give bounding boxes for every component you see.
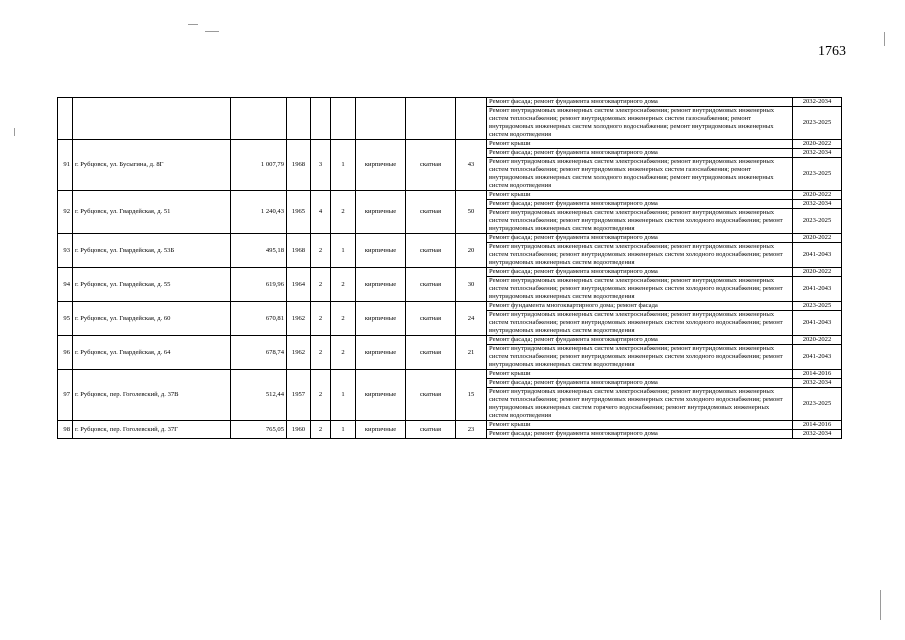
work-type-cell: Ремонт внутридомовых инженерных систем электроснабжения; ремонт внутридомовых инженерных систем теплоснабжения; ремонт внутридомовых инженерных систем холодного водоснабжения; ремонт внутридомовых инженерных систем водоотведения	[487, 345, 793, 370]
period-cell: 2032-2034	[793, 379, 842, 388]
year-built-cell: 1962	[287, 336, 311, 370]
scan-speck	[884, 32, 885, 46]
table-row	[58, 140, 842, 149]
work-type-cell: Ремонт фасада; ремонт фундамента многоквартирного дома	[487, 336, 793, 345]
area-cell	[231, 98, 287, 140]
year-built-cell: 1960	[287, 421, 311, 439]
period-cell: 2020-2022	[793, 234, 842, 243]
floors-cell: 2	[311, 268, 331, 302]
work-type-cell: Ремонт крыши	[487, 421, 793, 430]
period-cell: 2014-2016	[793, 421, 842, 430]
work-type-cell: Ремонт внутридомовых инженерных систем электроснабжения; ремонт внутридомовых инженерных систем теплоснабжения; ремонт внутридомовых инженерных систем газоснабжения; ремонт внутридомовых инженерных систем холодного водоснабжения; ремонт внутридомовых инженерных систем водоотведения	[487, 158, 793, 191]
area-cell: 512,44	[231, 370, 287, 421]
flats-count-cell: 50	[456, 191, 487, 234]
scan-speck	[188, 24, 198, 25]
row-number-cell: 97	[58, 370, 73, 421]
period-cell: 2023-2025	[793, 302, 842, 311]
entrances-cell: 1	[331, 370, 356, 421]
row-number-cell: 91	[58, 140, 73, 191]
wall-material-cell: кирпичные	[356, 302, 406, 336]
work-type-cell: Ремонт фасада; ремонт фундамента многоквартирного дома	[487, 98, 793, 107]
period-cell: 2020-2022	[793, 268, 842, 277]
row-number-cell: 96	[58, 336, 73, 370]
entrances-cell: 2	[331, 268, 356, 302]
year-built-cell: 1964	[287, 268, 311, 302]
address-cell: г. Рубцовск, ул. Гвардейская, д. 53Б	[73, 234, 231, 268]
address-cell: г. Рубцовск, ул. Бусыгина, д. 8Г	[73, 140, 231, 191]
area-cell: 765,05	[231, 421, 287, 439]
period-cell: 2032-2034	[793, 430, 842, 439]
entrances-cell: 2	[331, 336, 356, 370]
work-type-cell: Ремонт внутридомовых инженерных систем электроснабжения; ремонт внутридомовых инженерных систем теплоснабжения; ремонт внутридомовых инженерных систем холодного водоснабжения; ремонт внутридомовых инженерных систем водоотведения	[487, 277, 793, 302]
roof-type-cell: скатная	[406, 370, 456, 421]
table-row	[58, 336, 842, 345]
wall-material-cell: кирпичные	[356, 370, 406, 421]
wall-material-cell: кирпичные	[356, 421, 406, 439]
roof-type-cell: скатная	[406, 336, 456, 370]
wall-material-cell	[356, 98, 406, 140]
year-built-cell: 1968	[287, 140, 311, 191]
table-row	[58, 421, 842, 430]
work-type-cell: Ремонт фасада; ремонт фундамента многоквартирного дома	[487, 234, 793, 243]
period-cell: 2041-2043	[793, 277, 842, 302]
period-cell: 2014-2016	[793, 370, 842, 379]
work-type-cell: Ремонт внутридомовых инженерных систем электроснабжения; ремонт внутридомовых инженерных систем теплоснабжения; ремонт внутридомовых инженерных систем холодного водоснабжения; ремонт внутридомовых инженерных систем водоотведения	[487, 209, 793, 234]
period-cell: 2041-2043	[793, 311, 842, 336]
floors-cell: 2	[311, 336, 331, 370]
floors-cell: 2	[311, 234, 331, 268]
period-cell: 2041-2043	[793, 345, 842, 370]
wall-material-cell: кирпичные	[356, 268, 406, 302]
period-cell: 2032-2034	[793, 98, 842, 107]
period-cell: 2023-2025	[793, 209, 842, 234]
address-cell: г. Рубцовск, ул. Гвардейская, д. 55	[73, 268, 231, 302]
roof-type-cell: скатная	[406, 268, 456, 302]
period-cell: 2020-2022	[793, 191, 842, 200]
work-type-cell: Ремонт крыши	[487, 140, 793, 149]
flats-count-cell: 23	[456, 421, 487, 439]
entrances-cell	[331, 98, 356, 140]
row-number-cell	[58, 98, 73, 140]
work-type-cell: Ремонт фасада; ремонт фундамента многоквартирного дома	[487, 379, 793, 388]
wall-material-cell: кирпичные	[356, 191, 406, 234]
work-type-cell: Ремонт фасада; ремонт фундамента многоквартирного дома	[487, 200, 793, 209]
table-row	[58, 234, 842, 243]
work-type-cell: Ремонт фасада; ремонт фундамента многоквартирного дома	[487, 268, 793, 277]
wall-material-cell: кирпичные	[356, 234, 406, 268]
work-type-cell: Ремонт внутридомовых инженерных систем электроснабжения; ремонт внутридомовых инженерных систем теплоснабжения; ремонт внутридомовых инженерных систем холодного водоснабжения; ремонт внутридомовых инженерных систем водоотведения	[487, 243, 793, 268]
area-cell: 1 240,43	[231, 191, 287, 234]
year-built-cell: 1965	[287, 191, 311, 234]
work-type-cell: Ремонт внутридомовых инженерных систем электроснабжения; ремонт внутридомовых инженерных систем теплоснабжения; ремонт внутридомовых инженерных систем холодного водоснабжения; ремонт внутридомовых инженерных систем водоотведения	[487, 311, 793, 336]
roof-type-cell: скатная	[406, 302, 456, 336]
work-type-cell: Ремонт внутридомовых инженерных систем электроснабжения; ремонт внутридомовых инженерных систем теплоснабжения; ремонт внутридомовых инженерных систем холодного водоснабжения; ремонт внутридомовых инженерных систем горячего водоснабжения; ремонт внутридомовых инженерных систем водоотведения	[487, 388, 793, 421]
period-cell: 2032-2034	[793, 200, 842, 209]
row-number-cell: 98	[58, 421, 73, 439]
address-cell: г. Рубцовск, ул. Гвардейская, д. 51	[73, 191, 231, 234]
roof-type-cell: скатная	[406, 140, 456, 191]
entrances-cell: 1	[331, 421, 356, 439]
floors-cell: 2	[311, 370, 331, 421]
roof-type-cell: скатная	[406, 191, 456, 234]
row-number-cell: 92	[58, 191, 73, 234]
scan-speck	[880, 590, 881, 620]
year-built-cell: 1968	[287, 234, 311, 268]
work-type-cell: Ремонт крыши	[487, 370, 793, 379]
entrances-cell: 2	[331, 191, 356, 234]
entrances-cell: 1	[331, 140, 356, 191]
work-type-cell: Ремонт фасада; ремонт фундамента многоквартирного дома	[487, 430, 793, 439]
address-cell: г. Рубцовск, ул. Гвардейская, д. 64	[73, 336, 231, 370]
work-type-cell: Ремонт фасада; ремонт фундамента многоквартирного дома	[487, 149, 793, 158]
floors-cell: 3	[311, 140, 331, 191]
area-cell: 1 007,79	[231, 140, 287, 191]
flats-count-cell: 30	[456, 268, 487, 302]
row-number-cell: 95	[58, 302, 73, 336]
address-cell: г. Рубцовск, ул. Гвардейская, д. 60	[73, 302, 231, 336]
row-number-cell: 94	[58, 268, 73, 302]
period-cell: 2032-2034	[793, 149, 842, 158]
work-type-cell: Ремонт крыши	[487, 191, 793, 200]
entrances-cell: 2	[331, 302, 356, 336]
period-cell: 2023-2025	[793, 158, 842, 191]
entrances-cell: 1	[331, 234, 356, 268]
flats-count-cell: 15	[456, 370, 487, 421]
period-cell: 2020-2022	[793, 336, 842, 345]
period-cell: 2041-2043	[793, 243, 842, 268]
wall-material-cell: кирпичные	[356, 140, 406, 191]
table-row	[58, 370, 842, 379]
flats-count-cell	[456, 98, 487, 140]
area-cell: 495,18	[231, 234, 287, 268]
work-type-cell: Ремонт фундамента многоквартирного дома; ремонт фасада	[487, 302, 793, 311]
roof-type-cell: скатная	[406, 234, 456, 268]
roof-type-cell: скатная	[406, 421, 456, 439]
period-cell: 2020-2022	[793, 140, 842, 149]
address-cell	[73, 98, 231, 140]
year-built-cell	[287, 98, 311, 140]
address-cell: г. Рубцовск, пер. Гоголевский, д. 37В	[73, 370, 231, 421]
year-built-cell: 1962	[287, 302, 311, 336]
scan-speck	[14, 128, 15, 136]
flats-count-cell: 24	[456, 302, 487, 336]
table-row	[58, 191, 842, 200]
wall-material-cell: кирпичные	[356, 336, 406, 370]
scan-speck	[205, 31, 219, 32]
table-row	[58, 98, 842, 107]
capital-repair-table	[57, 97, 842, 439]
floors-cell	[311, 98, 331, 140]
floors-cell: 2	[311, 421, 331, 439]
year-built-cell: 1957	[287, 370, 311, 421]
work-type-cell: Ремонт внутридомовых инженерных систем электроснабжения; ремонт внутридомовых инженерных систем теплоснабжения; ремонт внутридомовых инженерных систем газоснабжения; ремонт внутридомовых инженерных систем холодного водоснабжения; ремонт внутридомовых инженерных систем водоотведения	[487, 107, 793, 140]
floors-cell: 4	[311, 191, 331, 234]
row-number-cell: 93	[58, 234, 73, 268]
table-row	[58, 268, 842, 277]
floors-cell: 2	[311, 302, 331, 336]
table-row	[58, 302, 842, 311]
page-number: 1763	[818, 44, 846, 59]
area-cell: 619,96	[231, 268, 287, 302]
area-cell: 678,74	[231, 336, 287, 370]
area-cell: 670,81	[231, 302, 287, 336]
flats-count-cell: 21	[456, 336, 487, 370]
flats-count-cell: 43	[456, 140, 487, 191]
period-cell: 2023-2025	[793, 388, 842, 421]
address-cell: г. Рубцовск, пер. Гоголевский, д. 37Г	[73, 421, 231, 439]
roof-type-cell	[406, 98, 456, 140]
flats-count-cell: 20	[456, 234, 487, 268]
period-cell: 2023-2025	[793, 107, 842, 140]
